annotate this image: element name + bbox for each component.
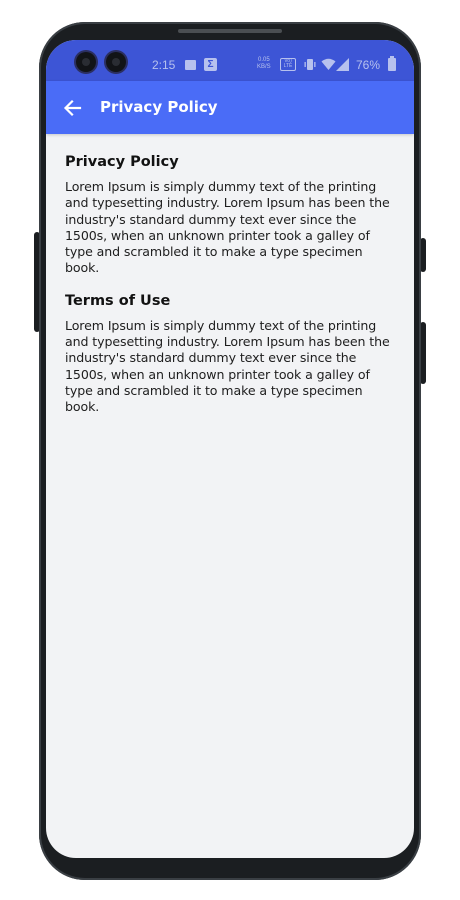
status-bar bbox=[46, 40, 414, 81]
section-body: Lorem Ipsum is simply dummy text of the printing and typesetting industry. Lorem Ipsum has been the industry's standard dummy text ever since the 1500s, when an unknown printer took a galley of type and scrambled it to make a type specimen book. bbox=[65, 179, 390, 276]
volte-icon: Vo) LTE bbox=[280, 58, 296, 71]
app-bar bbox=[46, 81, 414, 134]
front-camera-icon bbox=[76, 52, 96, 72]
sigma-icon: Σ bbox=[204, 58, 217, 71]
content bbox=[65, 154, 395, 432]
section-privacy-policy bbox=[65, 154, 395, 277]
vibrate-icon bbox=[303, 58, 317, 71]
back-button[interactable] bbox=[60, 95, 86, 121]
network-speed-value: 0.05 bbox=[258, 57, 270, 63]
page-title: Privacy Policy bbox=[100, 98, 218, 116]
network-speed-unit: KB/S bbox=[257, 64, 271, 70]
section-terms-of-use bbox=[65, 293, 395, 416]
section-body: Lorem Ipsum is simply dummy text of the printing and typesetting industry. Lorem Ipsum has been the industry's standard dummy text ever since the 1500s, when an unknown printer took a galley of type and scrambled it to make a type specimen book. bbox=[65, 317, 390, 415]
status-time: 2:15 bbox=[152, 58, 176, 72]
image-icon bbox=[185, 60, 196, 70]
phone-speaker-grill bbox=[178, 29, 282, 33]
screen bbox=[46, 40, 414, 858]
front-camera-icon bbox=[106, 52, 126, 72]
battery-icon bbox=[388, 58, 396, 71]
wifi-icon bbox=[321, 58, 336, 71]
signal-icon bbox=[336, 58, 349, 71]
section-heading: Privacy Policy bbox=[65, 154, 179, 170]
arrow-left-icon bbox=[60, 95, 86, 121]
section-heading: Terms of Use bbox=[65, 292, 171, 309]
battery-percentage: 76% bbox=[356, 58, 381, 72]
network-speed bbox=[257, 57, 271, 71]
